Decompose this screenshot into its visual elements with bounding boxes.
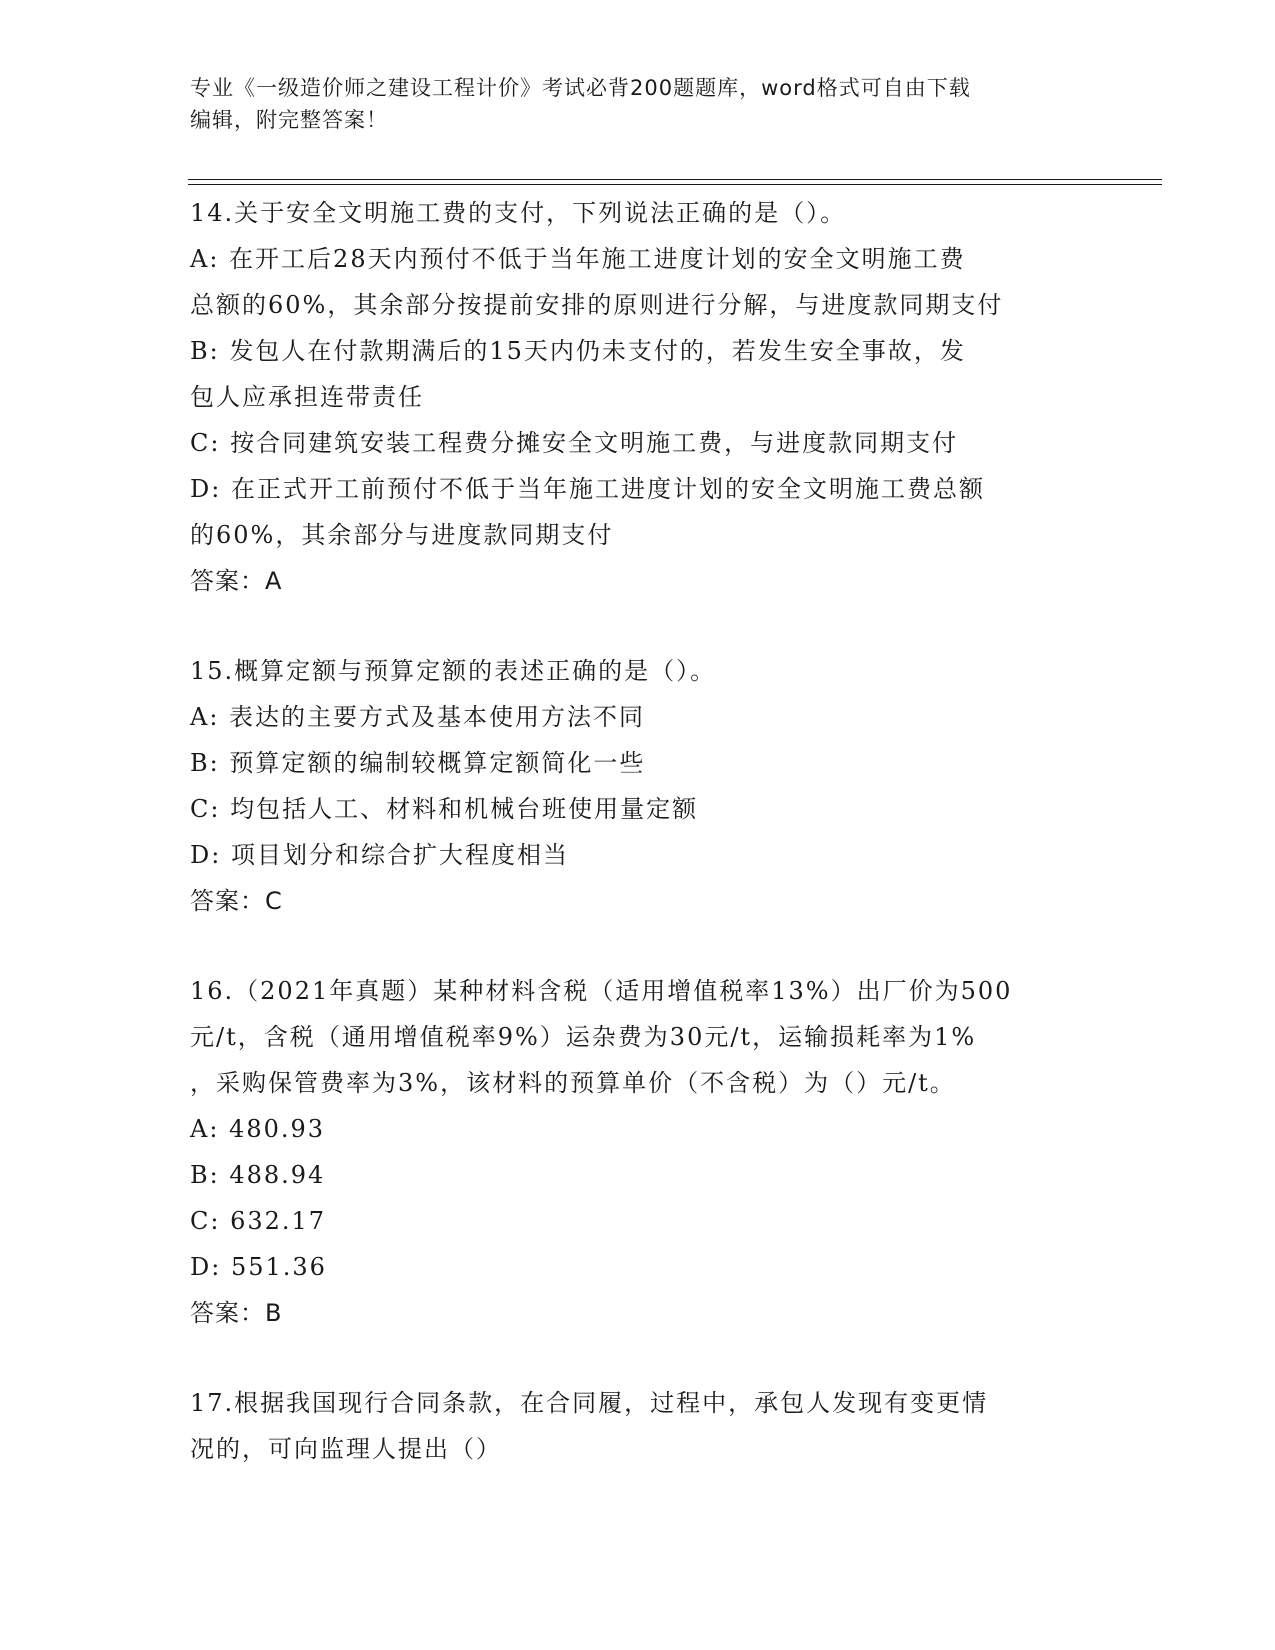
- option-d-cont: 的60%，其余部分与进度款同期支付: [190, 521, 614, 549]
- question-15: [190, 648, 1110, 924]
- answer: 答案：C: [190, 887, 283, 915]
- option-b-cont: 包人应承担连带责任: [190, 383, 424, 411]
- option-d: D: 551.36: [190, 1253, 327, 1281]
- option-c: C: 632.17: [190, 1207, 327, 1235]
- question-stem-cont: 况的，可向监理人提出（）: [190, 1435, 502, 1463]
- question-17: [190, 1380, 1110, 1472]
- option-a: A: 480.93: [190, 1115, 326, 1143]
- option-a: A: 在开工后28天内预付不低于当年施工进度计划的安全文明施工费: [190, 245, 966, 273]
- question-stem: 14.关于安全文明施工费的支付，下列说法正确的是（）。: [190, 199, 847, 227]
- document-header: [190, 72, 1070, 136]
- question-list: [190, 190, 1110, 1472]
- header-rule-top: [188, 179, 1162, 180]
- option-c: C: 按合同建筑安装工程费分摊安全文明施工费，与进度款同期支付: [190, 429, 959, 457]
- option-d: D: 项目划分和综合扩大程度相当: [190, 841, 569, 869]
- header-line: 专业《一级造价师之建设工程计价》考试必背200题题库，word格式可自由下载: [190, 76, 971, 100]
- question-gap: [190, 1336, 1110, 1380]
- question-stem: 16.（2021年真题）某种材料含税（适用增值税率13%）出厂价为500: [190, 977, 1013, 1005]
- header-line: 编辑，附完整答案！: [190, 108, 388, 132]
- option-b: B: 发包人在付款期满后的15天内仍未支付的，若发生安全事故，发: [190, 337, 966, 365]
- option-d: D: 在正式开工前预付不低于当年施工进度计划的安全文明施工费总额: [190, 475, 985, 503]
- option-b: B: 预算定额的编制较概算定额简化一些: [190, 749, 646, 777]
- question-stem-cont: ，采购保管费率为3%，该材料的预算单价（不含税）为（）元/t。: [190, 1069, 956, 1097]
- option-c: C: 均包括人工、材料和机械台班使用量定额: [190, 795, 699, 823]
- question-14: [190, 190, 1110, 604]
- question-gap: [190, 604, 1110, 648]
- option-a-cont: 总额的60%，其余部分按提前安排的原则进行分解，与进度款同期支付: [190, 291, 1004, 319]
- question-stem: 15.概算定额与预算定额的表述正确的是（）。: [190, 657, 717, 685]
- answer: 答案：B: [190, 1299, 283, 1327]
- answer: 答案：A: [190, 567, 283, 595]
- question-gap: [190, 924, 1110, 968]
- question-stem: 17.根据我国现行合同条款，在合同履，过程中，承包人发现有变更情: [190, 1389, 989, 1417]
- option-b: B: 488.94: [190, 1161, 326, 1189]
- header-rule-bottom: [188, 184, 1162, 185]
- question-stem-cont: 元/t，含税（通用增值税率9%）运杂费为30元/t，运输损耗率为1%: [190, 1023, 977, 1051]
- option-a: A: 表达的主要方式及基本使用方法不同: [190, 703, 646, 731]
- question-16: [190, 968, 1110, 1336]
